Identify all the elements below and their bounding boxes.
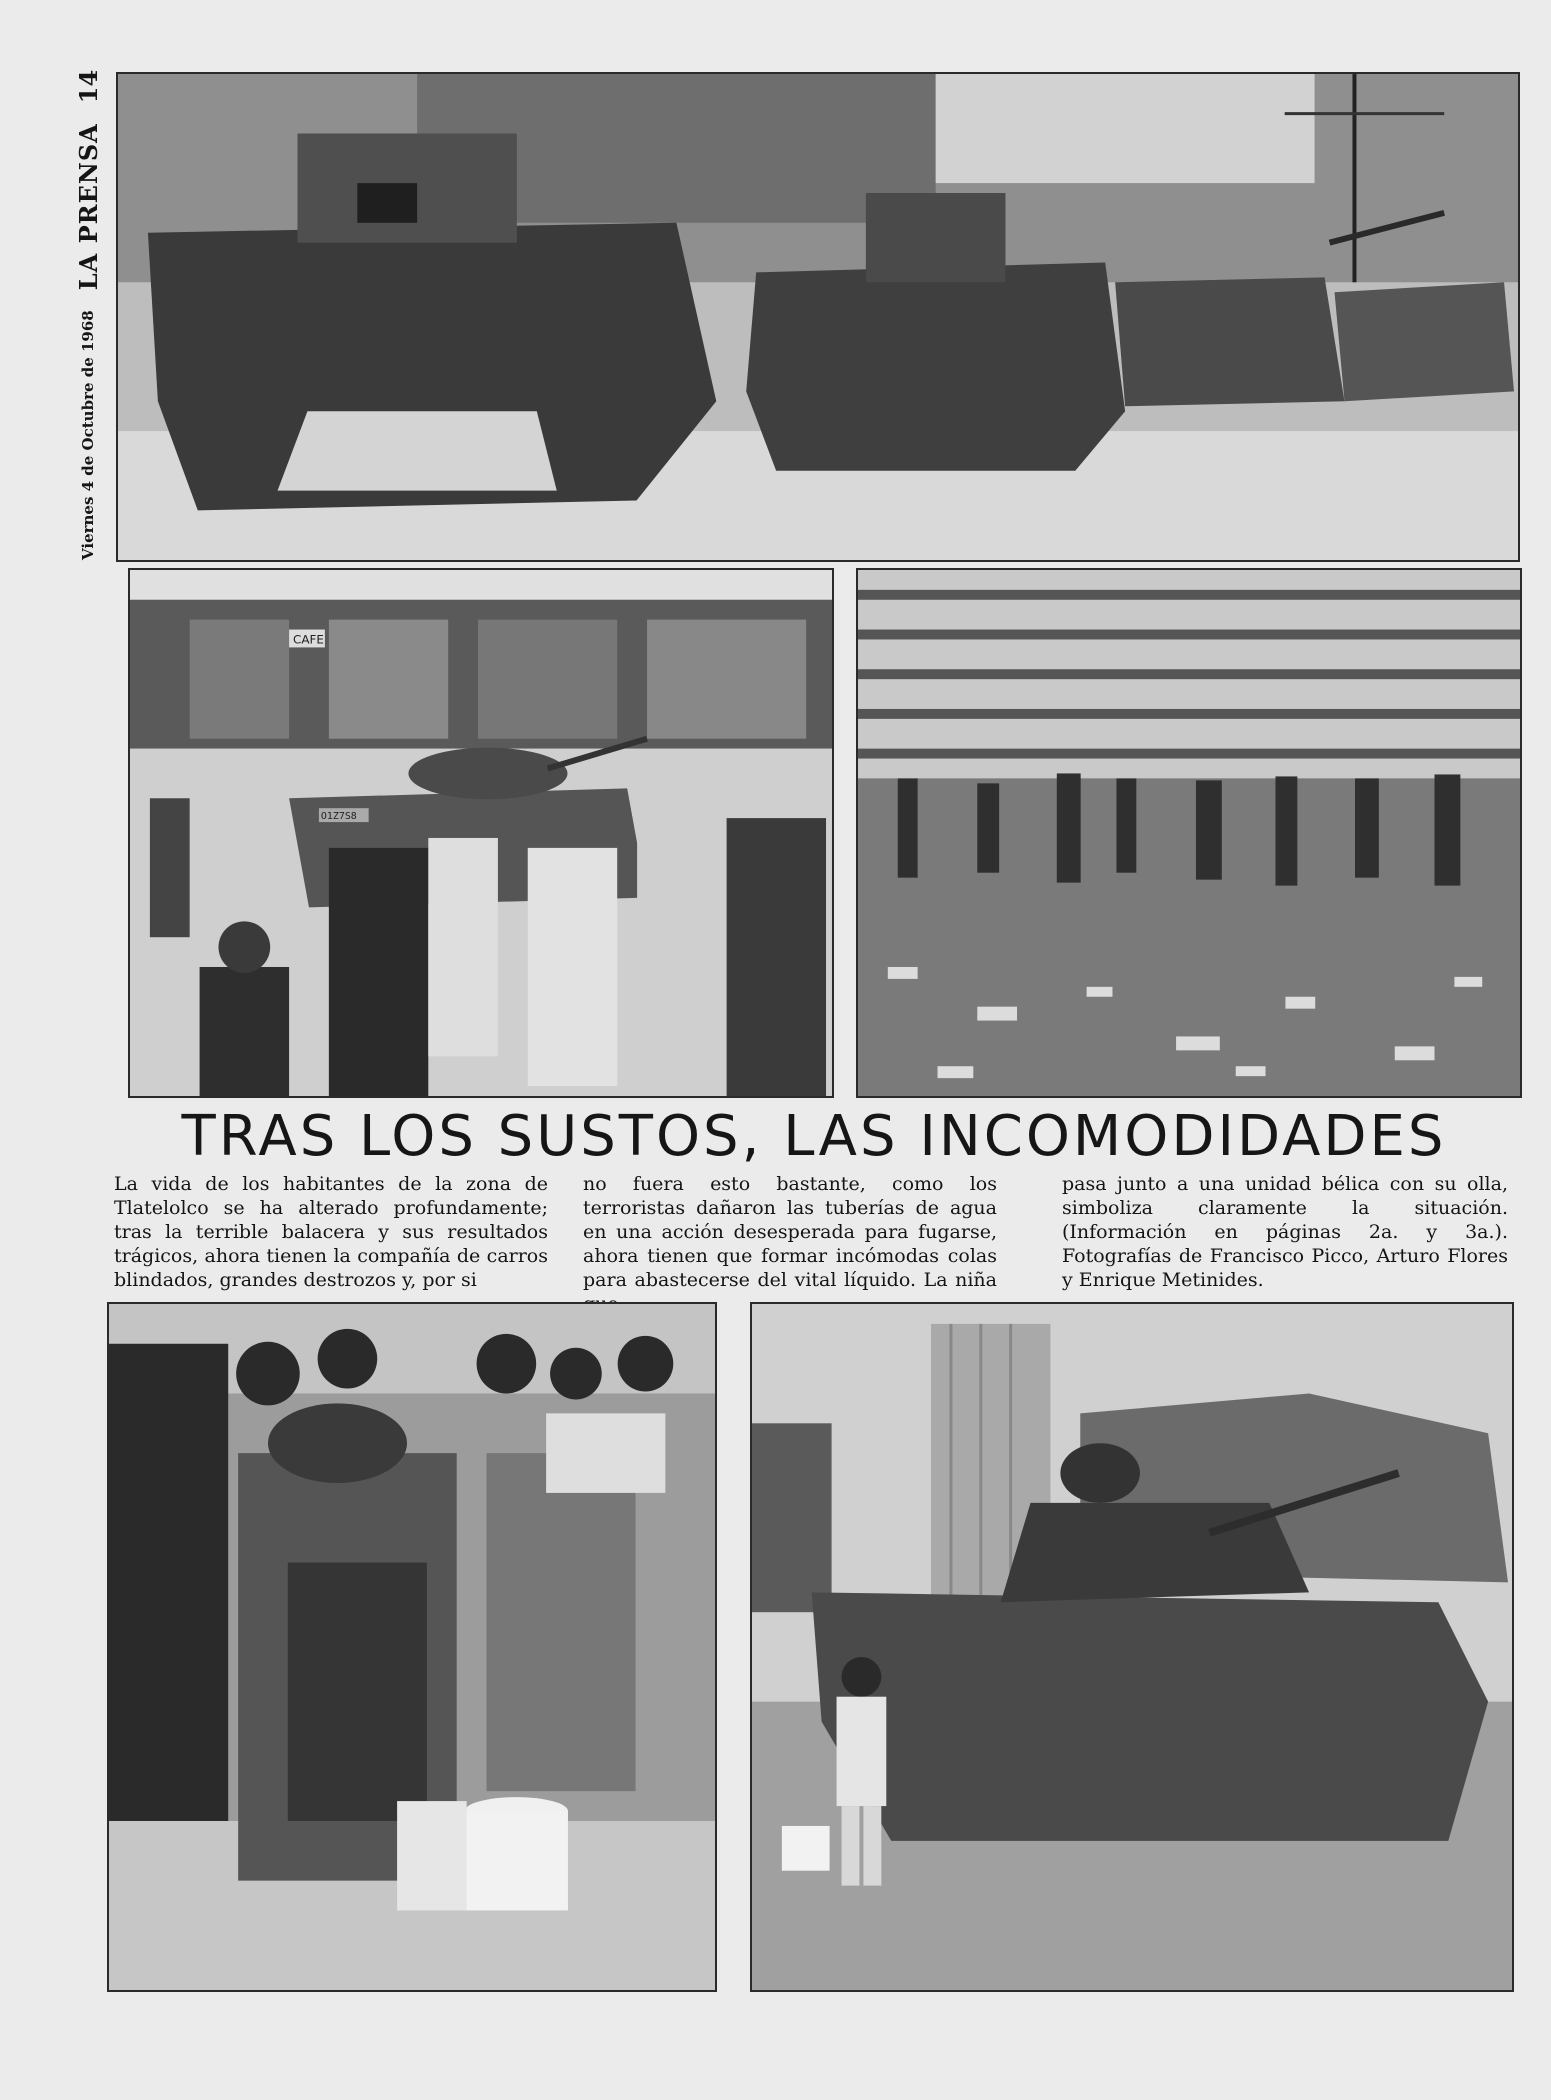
article-column-3: pasa junto a una unidad bélica con su olla, simboliza claramente la situación. (Información en páginas 2a. y 3a.). Fotografías de Francisco Picco, Arturo Flores y Enrique Metinides. <box>1062 1173 1508 1291</box>
folio-paper-name: LA PRENSA <box>73 123 103 291</box>
photo-water-queue <box>107 1302 717 1992</box>
photo-armored-vehicles-row <box>116 72 1520 562</box>
folio-page-number: 14 <box>73 69 103 104</box>
page-folio <box>68 70 108 560</box>
print-edge-strip <box>118 2000 1508 2010</box>
photo-building-plaza-debris <box>856 568 1522 1098</box>
article-column-1: La vida de los habitantes de la zona de Tlatelolco se ha alterado profundamente; tras la terrible balacera y sus resultados trágicos, ahora tienen la compañía de carros blindados, grandes destrozos y, por si <box>114 1173 548 1291</box>
vehicle-number-text: O1Z7S8 <box>320 811 357 823</box>
photo-child-beside-tank <box>750 1302 1514 1992</box>
article-column-2: no fuera esto bastante, como los terroristas dañaron las tuberías de agua en una acción desesperada para fugarse, ahora tienen que formar incómodas colas para abastecerse del vital líquido. La niña <box>583 1173 997 1291</box>
photo-tank-street-crowd <box>128 568 834 1098</box>
folio-date: Viernes 4 de Octubre de 1968 <box>79 310 97 560</box>
cafe-sign-text: CAFE <box>293 632 324 647</box>
headline: TRAS LOS SUSTOS, LAS INCOMODIDADES <box>181 1104 1447 1169</box>
